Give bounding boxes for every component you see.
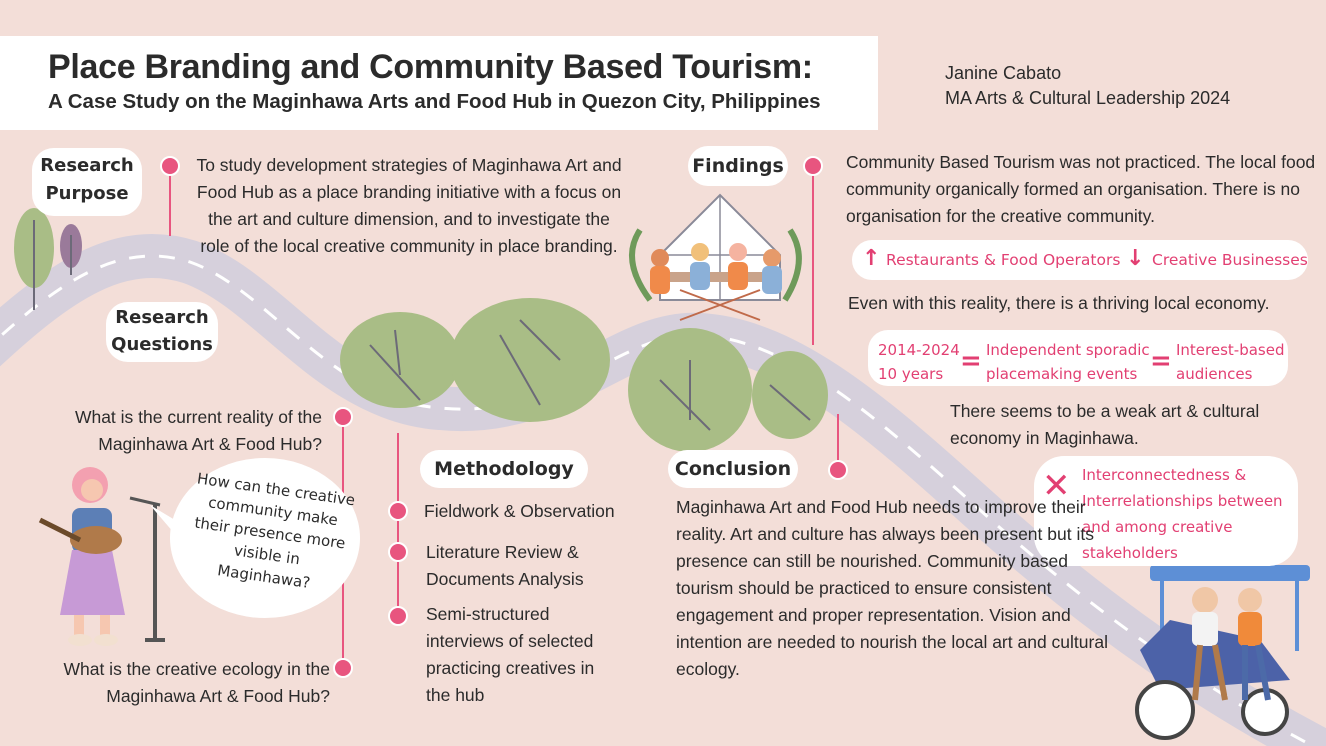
methodology-dot-3 — [388, 606, 408, 626]
arrow-up-icon: ↑ — [862, 246, 881, 271]
page-title: Place Branding and Community Based Tourism: — [48, 48, 813, 86]
page-subtitle: A Case Study on the Maginhawa Arts and Food Hub in Quezon City, Philippines — [48, 90, 821, 113]
down-label: Creative Businesses — [1152, 251, 1308, 269]
question-1-dot — [333, 407, 353, 427]
research-purpose-dot — [160, 156, 180, 176]
singer-illustration — [40, 467, 165, 646]
findings-text-3: There seems to be a weak art & cultural economy in Maginhawa. — [950, 401, 1260, 448]
equation-events: Independent sporadic placemaking events — [986, 341, 1150, 383]
cross-icon: ✕ — [1042, 466, 1071, 506]
methodology-item-1: Fieldwork & Observation — [424, 501, 615, 521]
equals-icon-1: = — [960, 346, 982, 376]
research-questions-label: Research Questions — [106, 302, 218, 362]
research-question-bubble: How can the creative community make their presence more visible in Maginhawa? — [193, 469, 357, 592]
findings-text-2: Even with this reality, there is a thriving local economy. — [848, 293, 1270, 313]
lack-text: Interconnectedness & Interrelationships between and among creative stakeholders — [1082, 466, 1283, 562]
equation-audiences: Interest-based audiences — [1176, 341, 1285, 383]
research-purpose-text: To study development strategies of Maginhawa Art and Food Hub as a place branding initiative with a focus on the art and culture dimension, and to investigate the role of the local creative community in place branding. — [196, 155, 622, 256]
equation-years: 2014-2024 10 years — [878, 341, 960, 383]
methodology-label: Methodology — [420, 450, 588, 488]
up-label: Restaurants & Food Operators — [886, 251, 1121, 269]
research-purpose-label: Research Purpose — [32, 148, 142, 216]
methodology-item-2: Literature Review & Documents Analysis — [426, 542, 584, 589]
arrow-down-icon: ↓ — [1126, 246, 1145, 271]
research-question-1: What is the current reality of the Maginhawa Art & Food Hub? — [74, 407, 322, 454]
author-program: MA Arts & Cultural Leadership 2024 — [945, 88, 1231, 108]
methodology-item-3: Semi-structured interviews of selected practicing creatives in the hub — [426, 604, 595, 705]
equals-icon-2: = — [1150, 346, 1172, 376]
question-2-dot — [333, 658, 353, 678]
author-name: Janine Cabato — [945, 63, 1062, 83]
methodology-dot-1 — [388, 501, 408, 521]
research-question-2: What is the creative ecology in the Maginhawa Art & Food Hub? — [63, 659, 330, 706]
conclusion-label: Conclusion — [668, 450, 798, 488]
conclusion-dot — [828, 460, 848, 480]
methodology-dot-2 — [388, 542, 408, 562]
findings-text-1: Community Based Tourism was not practiced. The local food community organically formed an organisation. There is no organisation for the creative community. — [846, 152, 1316, 226]
bushes — [340, 298, 828, 452]
conclusion-text: Maginhawa Art and Food Hub needs to improve their reality. Art and culture has always been present but its presence can still be nourished. Community based tourism should be practiced to ensure consistent engagement and proper representation. Vision and intention are needed to nourish the local art and cultural ecology. — [676, 497, 1108, 679]
findings-dot — [803, 156, 823, 176]
findings-label: Findings — [688, 146, 788, 186]
greenhouse-illustration — [632, 195, 799, 320]
author-block — [945, 61, 1230, 111]
